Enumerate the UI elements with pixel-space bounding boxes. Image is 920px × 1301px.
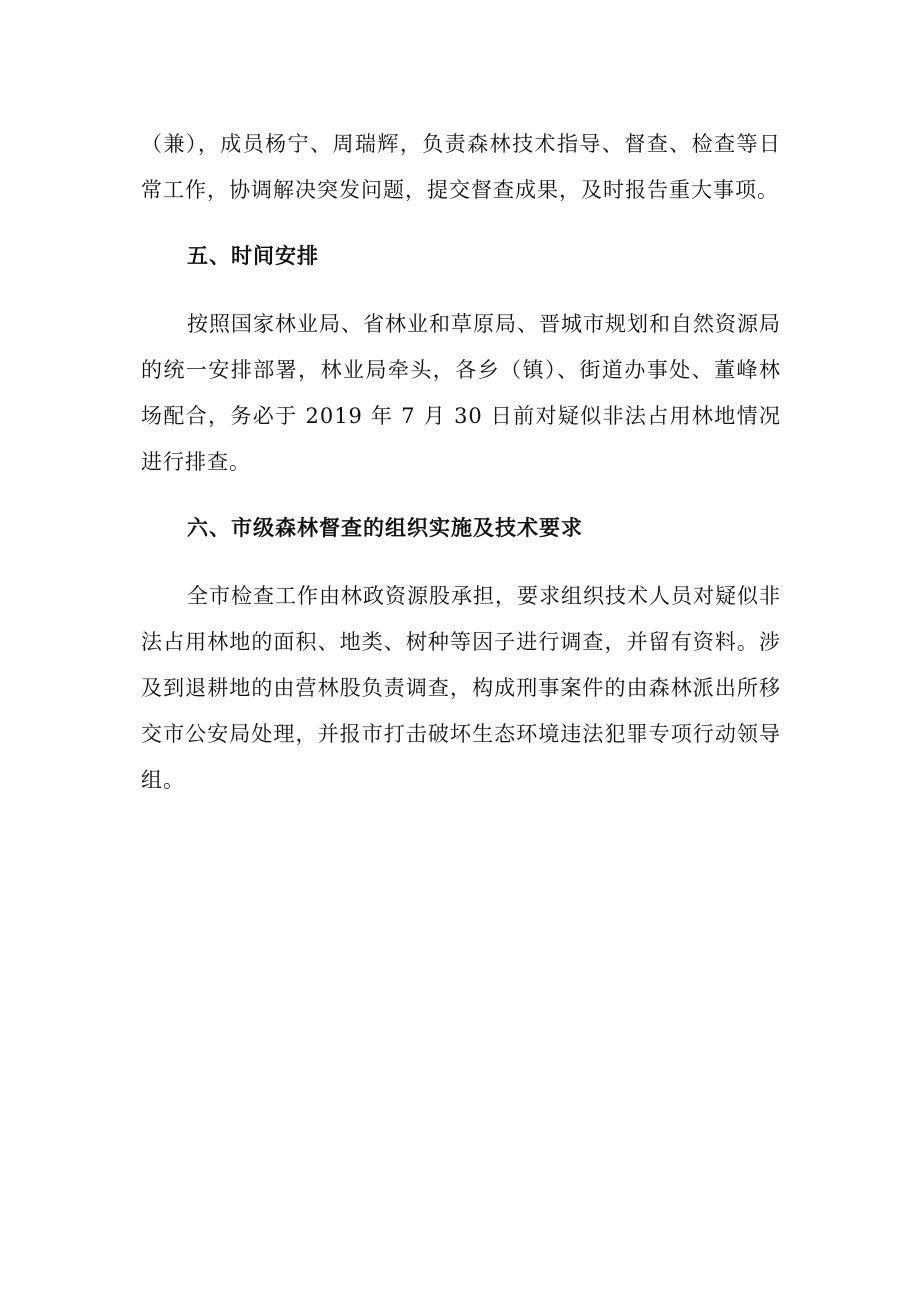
section-5-paragraph: 按照国家林业局、省林业和草原局、晋城市规划和自然资源局的统一安排部署，林业局牵头，各乡（镇）、街道办事处、董峰林场配合，务必于 2019 年 7 月 30 日前对疑似非法占用林地情况进行排查。 <box>141 312 781 474</box>
spacer <box>141 213 781 233</box>
section-6-paragraph: 全市检查工作由林政资源股承担，要求组织技术人员对疑似非法占用林地的面积、地类、树种等因子进行调查，并留有资料。涉及到退耕地的由营林股负责调查，构成刑事案件的由森林派出所移交市公安局处理，并报市打击破坏生态环境违法犯罪专项行动领导组。 <box>141 584 781 792</box>
document-body <box>141 121 781 803</box>
section-6-heading: 六、市级森林督查的组织实施及技术要求 <box>187 516 583 540</box>
spacer <box>141 485 781 505</box>
section-5-heading: 五、时间安排 <box>187 244 319 268</box>
spacer <box>141 551 781 573</box>
spacer <box>141 279 781 301</box>
paragraph-continued: （兼），成员杨宁、周瑞辉，负责森林技术指导、督查、检查等日常工作，协调解决突发问题，提交督查成果，及时报告重大事项。 <box>141 132 781 202</box>
